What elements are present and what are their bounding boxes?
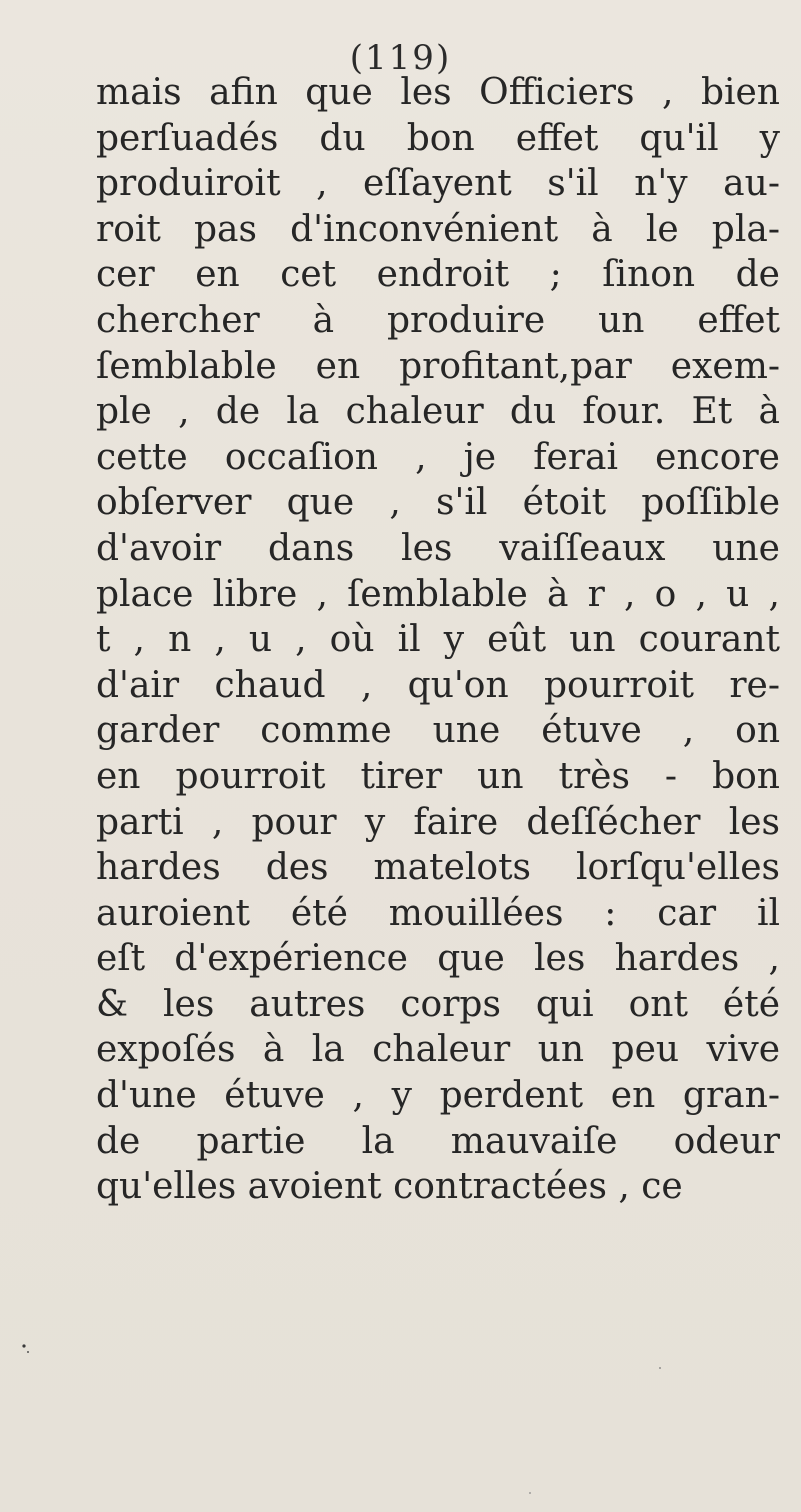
text-line: d'une étuve , y perdent en gran- xyxy=(96,1075,780,1117)
text-line: produiroit , eſſayent s'il n'y au- xyxy=(96,163,780,205)
text-line: qu'elles avoient contractées , ce xyxy=(96,1166,683,1208)
text-line: cette occaſion , je ferai encore xyxy=(96,436,780,478)
text-line: perſuadés du bon effet qu'il y xyxy=(96,117,780,159)
text-line: obſerver que , s'il étoit poſſible xyxy=(96,482,780,524)
text-line: t , n , u , où il y eût un courant xyxy=(96,619,780,661)
text-line: chercher à produire un effet xyxy=(96,299,780,341)
text-line: de partie la mauvaiſe odeur xyxy=(96,1120,780,1162)
text-line: en pourroit tirer un très - bon xyxy=(96,755,780,797)
text-line: d'avoir dans les vaiſſeaux une xyxy=(96,527,780,569)
text-line: garder comme une étuve , on xyxy=(96,710,780,752)
text-line: parti , pour y faire deſſécher les xyxy=(96,801,780,843)
text-line: ſemblable en profitant,par exem- xyxy=(96,345,780,387)
text-line: auroient été mouillées : car il xyxy=(96,892,780,934)
text-line: mais afin que les Officiers , bien xyxy=(96,72,780,113)
page-number: (119) xyxy=(349,38,452,78)
text-line: eſt d'expérience que les hardes , xyxy=(96,938,780,980)
text-line: d'air chaud , qu'on pourroit re- xyxy=(96,664,780,706)
text-line: expoſés à la chaleur un peu vive xyxy=(96,1029,780,1071)
text-line: hardes des matelots lorſqu'elles xyxy=(96,847,780,889)
text-line: place libre , ſemblable à r , o , u , xyxy=(96,573,780,615)
text-line: cer en cet endroit ; ſinon de xyxy=(96,254,780,296)
text-line: & les autres corps qui ont été xyxy=(96,983,780,1025)
text-line: roit pas d'inconvénient à le pla- xyxy=(96,208,780,250)
body-text xyxy=(96,70,780,1210)
text-line: ple , de la chaleur du four. Et à xyxy=(96,391,780,433)
